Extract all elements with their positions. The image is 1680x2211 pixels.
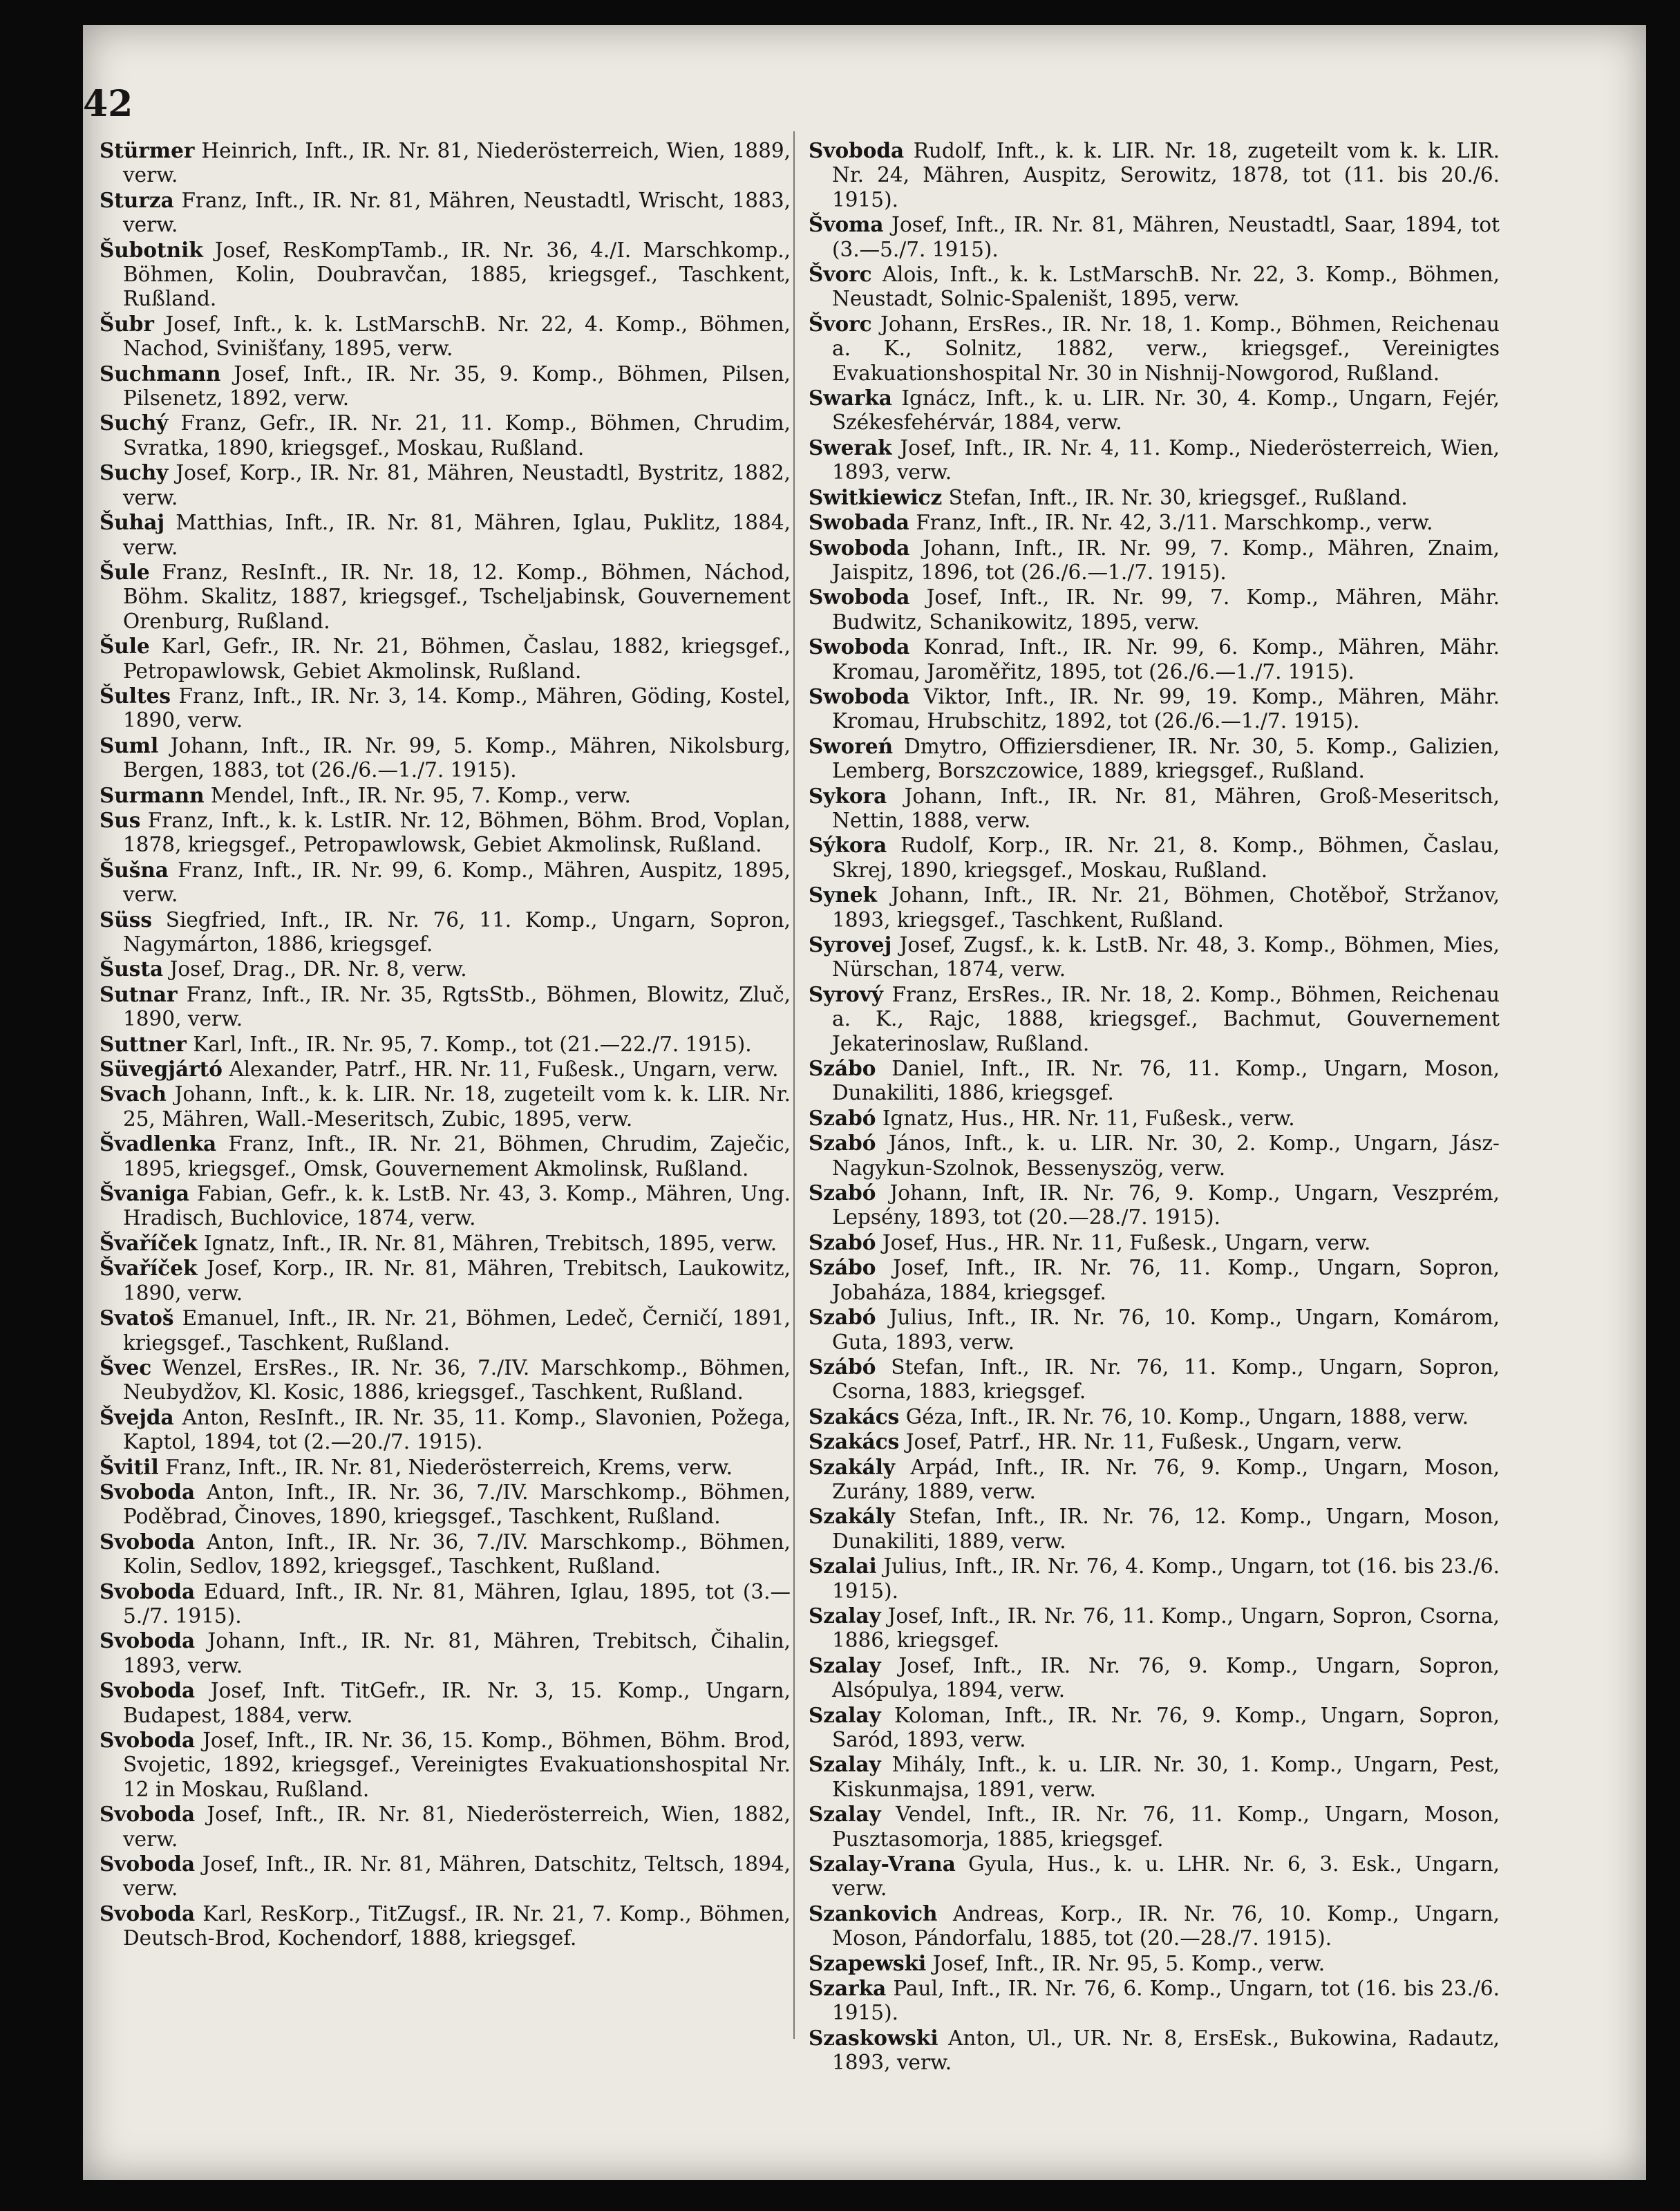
register-entry (100, 138, 791, 188)
register-entry (100, 1628, 791, 1678)
entry-surname: Švadlenka (100, 1131, 217, 1156)
register-entry (100, 808, 791, 858)
register-entry (100, 1802, 791, 1852)
entry-surname: Suchy (100, 460, 169, 485)
entry-surname: Suttner (100, 1031, 187, 1056)
entry-details: Fabian, Gefr., k. k. LstB. Nr. 43, 3. Komp., Mähren, Ung. Hradisch, Buchlovice, 1874, verw. (123, 1182, 791, 1230)
entry-surname: Szalay (809, 1653, 881, 1677)
entry-surname: Šule (100, 559, 150, 584)
entry-details: Franz, Inft., IR. Nr. 99, 6. Komp., Mähren, Auspitz, 1895, verw. (123, 858, 791, 907)
entry-details: Mendel, Inft., IR. Nr. 95, 7. Komp., verw. (210, 783, 631, 807)
entry-surname: Swarka (809, 386, 892, 411)
register-entry (809, 1504, 1500, 1554)
entry-surname: Szakály (809, 1504, 896, 1529)
register-entry (100, 1181, 791, 1231)
entry-details: Dmytro, Offiziersdiener, IR. Nr. 30, 5. Komp., Galizien, Lemberg, Borszczowice, 1889, kriegsgef., Rußland. (832, 734, 1500, 783)
register-entry (100, 1405, 791, 1455)
register-entry (809, 1554, 1500, 1603)
entry-surname: Švorc (809, 311, 872, 336)
entry-surname: Switkiewicz (809, 484, 943, 509)
register-entry (100, 1306, 791, 1355)
register-entry (809, 1653, 1500, 1703)
register-entry (100, 684, 791, 733)
register-entry (100, 411, 791, 460)
entry-details: Josef, Inft., IR. Nr. 76, 11. Komp., Ungarn, Sopron, Jobaháza, 1884, kriegsgef. (832, 1256, 1500, 1304)
entry-surname: Szalay (809, 1603, 881, 1628)
register-entry (100, 858, 791, 907)
register-entry (100, 1728, 791, 1802)
entry-details: Josef, Inft. TitGefr., IR. Nr. 3, 15. Komp., Ungarn, Budapest, 1884, verw. (123, 1679, 791, 1727)
entry-surname: Šubr (100, 311, 154, 336)
entry-details: Josef, Patrf., HR. Nr. 11, Fußesk., Ungarn, verw. (905, 1430, 1403, 1454)
entry-surname: Svoboda (100, 1728, 196, 1752)
entry-surname: Szalay-Vrana (809, 1852, 956, 1876)
entry-surname: Švec (100, 1355, 152, 1380)
register-entry (809, 1976, 1500, 2026)
entry-details: Franz, Gefr., IR. Nr. 21, 11. Komp., Böhmen, Chrudim, Svratka, 1890, kriegsgef., Moskau, Rußland. (123, 411, 791, 460)
entry-details: Julius, Inft., IR. Nr. 76, 10. Komp., Ungarn, Komárom, Guta, 1893, verw. (832, 1306, 1500, 1354)
entry-surname: Svoboda (100, 1479, 196, 1504)
entry-details: Siegfried, Inft., IR. Nr. 76, 11. Komp., Ungarn, Sopron, Nagymárton, 1886, kriegsgef. (123, 907, 791, 956)
entry-details: Josef, Inft., IR. Nr. 95, 5. Komp., verw. (932, 1951, 1325, 1975)
entry-details: Anton, Ul., UR. Nr. 8, ErsEsk., Bukowina, Radautz, 1893, verw. (832, 2026, 1500, 2075)
entry-surname: Šultes (100, 683, 171, 708)
entry-surname: Szalai (809, 1554, 877, 1579)
register-entry (809, 1429, 1500, 1454)
entry-surname: Szalay (809, 1752, 881, 1777)
register-entry (100, 1901, 791, 1951)
register-entry (100, 1057, 791, 1082)
register-entry (809, 1056, 1500, 1106)
entry-details: Josef, Inft., IR. Nr. 81, Mähren, Neustadtl, Saar, 1894, tot (3.—5./7. 1915). (832, 213, 1500, 261)
register-entry (809, 784, 1500, 834)
entry-details: Franz, ResInft., IR. Nr. 18, 12. Komp., Böhmen, Náchod, Böhm. Skalitz, 1887, kriegsgef., Tscheljabinsk, Gouvernement Orenburg, Rußland. (123, 560, 791, 633)
entry-details: Johann, Inft., IR. Nr. 99, 5. Komp., Mähren, Nikolsburg, Bergen, 1883, tot (26./6.—1./7. 1915). (123, 733, 791, 782)
entry-details: Franz, ErsRes., IR. Nr. 18, 2. Komp., Böhmen, Reichenau a. K., Rajc, 1888, kriegsgef., Bachmut, Gouvernement Jekaterinoslaw, Rußland. (832, 982, 1500, 1055)
entry-surname: Szakács (809, 1404, 900, 1429)
entry-details: Josef, Inft., IR. Nr. 76, 9. Komp., Ungarn, Sopron, Alsópulya, 1894, verw. (832, 1653, 1500, 1702)
register-entry (809, 1852, 1500, 1901)
register-entry (809, 1901, 1500, 1951)
register-entry (809, 262, 1500, 312)
entry-surname: Svatoš (100, 1306, 174, 1330)
column-divider (793, 131, 795, 2039)
entry-details: Vendel, Inft., IR. Nr. 76, 11. Komp., Ungarn, Moson, Pusztasomorja, 1885, kriegsgef. (832, 1803, 1500, 1851)
register-entry (100, 312, 791, 361)
entry-surname: Szakály (809, 1454, 896, 1479)
entry-surname: Svoboda (100, 1678, 196, 1703)
entry-surname: Szakács (809, 1429, 900, 1454)
entry-surname: Sýkora (809, 833, 887, 858)
entry-details: Franz, Inft., IR. Nr. 81, Mähren, Neustadtl, Wrischt, 1883, verw. (123, 188, 791, 237)
entry-details: Franz, Inft., IR. Nr. 42, 3./11. Marschkomp., verw. (916, 511, 1433, 535)
entry-surname: Švoma (809, 212, 884, 237)
entry-details: Johann, Inft., IR. Nr. 21, Böhmen, Chotěboř, Stržanov, 1893, kriegsgef., Taschkent, Rußland. (832, 883, 1500, 932)
entry-details: Karl, Inft., IR. Nr. 95, 7. Komp., tot (21.—22./7. 1915). (193, 1032, 752, 1056)
register-entry (809, 312, 1500, 386)
entry-details: Alois, Inft., k. k. LstMarschB. Nr. 22, 3. Komp., Böhmen, Neustadt, Solnic-Spaleništ, 1895, verw. (832, 263, 1500, 311)
entry-details: Koloman, Inft., IR. Nr. 76, 9. Komp., Ungarn, Sopron, Saród, 1893, verw. (832, 1703, 1500, 1751)
register-entry (809, 1603, 1500, 1653)
entry-details: Alexander, Patrf., HR. Nr. 11, Fußesk., Ungarn, verw. (229, 1057, 779, 1082)
entry-surname: Šusta (100, 957, 164, 981)
register-entry (100, 1082, 791, 1131)
register-entry (809, 485, 1500, 510)
register-entry (809, 585, 1500, 634)
entry-details: Eduard, Inft., IR. Nr. 81, Mähren, Iglau, 1895, tot (3.—5./7. 1915). (123, 1579, 791, 1628)
register-entry (100, 1032, 791, 1057)
entry-surname: Suchý (100, 411, 169, 435)
register-entry (809, 386, 1500, 435)
entry-details: Anton, Inft., IR. Nr. 36, 7./IV. Marschkomp., Böhmen, Poděbrad, Činoves, 1890, kriegsgef., Taschkent, Rußland. (123, 1480, 791, 1529)
register-entry (100, 1256, 791, 1306)
entry-surname: Szankovich (809, 1901, 938, 1926)
entry-details: Josef, Inft., IR. Nr. 36, 15. Komp., Böhmen, Böhm. Brod, Svojetic, 1892, kriegsgef., Vereinigtes Evakuationshospital Nr. 12 in Moskau, Rußland. (123, 1729, 791, 1801)
entry-surname: Svoboda (100, 1529, 196, 1554)
entry-details: Josef, Inft., IR. Nr. 76, 11. Komp., Ungarn, Sopron, Csorna, 1886, kriegsgef. (832, 1603, 1500, 1653)
entry-details: Franz, Inft., IR. Nr. 81, Niederösterreich, Krems, verw. (165, 1455, 733, 1479)
entry-details: Julius, Inft., IR. Nr. 76, 4. Komp., Ungarn, tot (16. bis 23./6. 1915). (832, 1554, 1500, 1603)
register-entry (100, 1852, 791, 1901)
register-entry (809, 1404, 1500, 1429)
entry-surname: Sturza (100, 187, 174, 212)
entry-surname: Süvegjártó (100, 1057, 223, 1082)
entry-surname: Sykora (809, 783, 887, 808)
entry-details: Mihály, Inft., k. u. LIR. Nr. 30, 1. Komp., Ungarn, Pest, Kiskunmajsa, 1891, verw. (832, 1753, 1500, 1801)
register-entry (809, 1455, 1500, 1505)
register-entry (809, 212, 1500, 262)
register-entry (809, 932, 1500, 982)
entry-details: Rudolf, Inft., k. k. LIR. Nr. 18, zugeteilt vom k. k. LIR. Nr. 24, Mähren, Auspitz, Serowitz, 1878, tot (11. bis 20./6. 1915). (832, 139, 1500, 211)
entry-surname: Svoboda (100, 1852, 196, 1876)
entry-details: Johann, Inft., IR. Nr. 81, Mähren, Groß-Meseritsch, Nettin, 1888, verw. (832, 784, 1500, 832)
entry-details: Ignatz, Hus., HR. Nr. 11, Fußesk., verw. (882, 1106, 1295, 1130)
register-entry (100, 783, 791, 808)
entry-surname: Sutnar (100, 981, 178, 1006)
entry-surname: Süss (100, 907, 152, 932)
register-entry (809, 1951, 1500, 1976)
entry-details: Stefan, Inft., IR. Nr. 76, 11. Komp., Ungarn, Sopron, Csorna, 1883, kriegsgef. (832, 1355, 1500, 1404)
entry-surname: Švaniga (100, 1181, 189, 1206)
register-entry (100, 510, 791, 560)
entry-surname: Syrový (809, 981, 883, 1006)
register-entry (809, 1355, 1500, 1404)
entry-details: Johann, Inft, IR. Nr. 76, 9. Komp., Ungarn, Veszprém, Lepsény, 1893, tot (20.—28./7. 1915). (832, 1181, 1500, 1230)
entry-surname: Svoboda (100, 1802, 196, 1827)
entry-surname: Swobada (809, 510, 909, 535)
entry-details: Franz, Inft., IR. Nr. 21, Böhmen, Chrudim, Zaječic, 1895, kriegsgef., Omsk, Gouvernement Akmolinsk, Rußland. (123, 1132, 791, 1180)
entry-surname: Szabó (809, 1305, 876, 1330)
entry-surname: Szabó (809, 1230, 876, 1254)
register-entry (100, 982, 791, 1032)
register-entry (809, 1703, 1500, 1753)
entry-surname: Suchmann (100, 361, 221, 386)
register-entry (100, 1455, 791, 1480)
entry-surname: Swoboda (809, 684, 910, 708)
entry-details: Konrad, Inft., IR. Nr. 99, 6. Komp., Mähren, Mähr. Kromau, Jaroměřitz, 1895, tot (26./6.—1./7. 1915). (832, 635, 1500, 684)
entry-surname: Svoboda (100, 1579, 196, 1603)
entry-details: Johann, Inft., k. k. LIR. Nr. 18, zugeteilt vom k. k. LIR. Nr. 25, Mähren, Wall.-Meseritsch, Zubic, 1895, verw. (123, 1082, 791, 1131)
entry-details: Josef, Hus., HR. Nr. 11, Fußesk., Ungarn, verw. (882, 1230, 1371, 1254)
entry-surname: Szaskowski (809, 2025, 938, 2050)
register-entry (809, 982, 1500, 1056)
entry-surname: Svach (100, 1082, 167, 1107)
entry-surname: Svoboda (809, 138, 905, 162)
entry-details: Karl, Gefr., IR. Nr. 21, Böhmen, Časlau, 1882, kriegsgef., Petropawlowsk, Gebiet Akmolinsk, Rußland. (123, 634, 791, 683)
entry-surname: Šuhaj (100, 510, 164, 535)
entry-details: Josef, Korp., IR. Nr. 81, Mähren, Neustadtl, Bystritz, 1882, verw. (123, 461, 791, 509)
right-column (809, 138, 1500, 2076)
register-entry (100, 957, 791, 981)
register-entry (100, 634, 791, 684)
register-entry (100, 1231, 791, 1256)
register-entry (809, 1230, 1500, 1255)
entry-surname: Szabó (809, 1105, 876, 1130)
entry-details: Stefan, Inft., IR. Nr. 76, 12. Komp., Ungarn, Moson, Dunakiliti, 1889, verw. (832, 1505, 1500, 1553)
entry-surname: Surmann (100, 782, 205, 807)
page-number: 42 (83, 83, 133, 125)
entry-surname: Szabó (809, 1180, 876, 1205)
entry-surname: Swerak (809, 435, 892, 460)
entry-details: Franz, Inft., IR. Nr. 35, RgtsStb., Böhmen, Blowitz, Zluč, 1890, verw. (123, 982, 791, 1031)
register-entry (809, 2026, 1500, 2076)
entry-surname: Šule (100, 634, 150, 659)
register-entry (100, 188, 791, 238)
entry-details: Josef, Inft., IR. Nr. 81, Niederösterreich, Wien, 1882, verw. (123, 1803, 791, 1851)
entry-details: Johann, ErsRes., IR. Nr. 18, 1. Komp., Böhmen, Reichenau a. K., Solnitz, 1882, verw., kriegsgef., Vereinigtes Evakuationshospital Nr. 30 in Nishnij-Nowgorod, Rußland. (832, 312, 1500, 385)
register-entry (809, 1305, 1500, 1355)
entry-surname: Szábo (809, 1056, 876, 1081)
entry-details: Josef, Inft., IR. Nr. 99, 7. Komp., Mähren, Mähr. Budwitz, Schanikowitz, 1895, verw. (832, 585, 1500, 634)
entry-surname: Sworeń (809, 733, 894, 758)
entry-details: Franz, Inft., k. k. LstIR. Nr. 12, Böhmen, Böhm. Brod, Voplan, 1878, kriegsgef., Petropawlowsk, Gebiet Akmolinsk, Rußland. (123, 808, 791, 857)
register-entry (809, 883, 1500, 932)
register-entry (100, 1131, 791, 1181)
entry-details: Josef, Inft., IR. Nr. 4, 11. Komp., Niederösterreich, Wien, 1893, verw. (832, 435, 1500, 484)
entry-surname: Šubotnik (100, 237, 203, 262)
entry-surname: Sus (100, 807, 141, 832)
entry-surname: Szabó (809, 1131, 876, 1156)
entry-details: Paul, Inft., IR. Nr. 76, 6. Komp., Ungarn, tot (16. bis 23./6. 1915). (832, 1977, 1500, 2025)
entry-surname: Svoboda (100, 1628, 196, 1653)
entry-details: Viktor, Inft., IR. Nr. 99, 19. Komp., Mähren, Mähr. Kromau, Hrubschitz, 1892, tot (26./6.—1./7. 1915). (832, 684, 1500, 733)
entry-surname: Swoboda (809, 585, 910, 610)
register-entry (100, 733, 791, 783)
entry-details: Rudolf, Korp., IR. Nr. 21, 8. Komp., Böhmen, Časlau, Skrej, 1890, kriegsgef., Moskau, Rußland. (832, 834, 1500, 882)
entry-details: Anton, Inft., IR. Nr. 36, 7./IV. Marschkomp., Böhmen, Kolin, Sedlov, 1892, kriegsgef., Taschkent, Rußland. (123, 1530, 791, 1579)
entry-details: János, Inft., k. u. LIR. Nr. 30, 2. Komp., Ungarn, Jász-Nagykun-Szolnok, Bessenyszög, verw. (832, 1131, 1500, 1180)
entry-details: Karl, ResKorp., TitZugsf., IR. Nr. 21, 7. Komp., Böhmen, Deutsch-Brod, Kochendorf, 1888, kriegsgef. (123, 1901, 791, 1950)
entry-details: Josef, Inft., IR. Nr. 81, Mähren, Datschitz, Teltsch, 1894, verw. (123, 1852, 791, 1901)
entry-details: Gyula, Hus., k. u. LHR. Nr. 6, 3. Esk., Ungarn, verw. (832, 1852, 1500, 1901)
entry-details: Franz, Inft., IR. Nr. 3, 14. Komp., Mähren, Göding, Kostel, 1890, verw. (123, 684, 791, 733)
entry-surname: Šušna (100, 857, 169, 882)
register-entry (809, 138, 1500, 212)
register-entry (809, 435, 1500, 485)
entry-surname: Švaříček (100, 1230, 198, 1255)
entry-surname: Szábo (809, 1255, 876, 1280)
register-entry (809, 1255, 1500, 1305)
register-entry (809, 684, 1500, 734)
register-entry (100, 1480, 791, 1530)
entry-details: Emanuel, Inft., IR. Nr. 21, Böhmen, Ledeč, Černičí, 1891, kriegsgef., Taschkent, Rußland. (123, 1306, 791, 1355)
entry-surname: Synek (809, 883, 878, 907)
entry-surname: Szarka (809, 1976, 887, 2001)
register-entry (809, 1802, 1500, 1852)
entry-surname: Szalay (809, 1802, 881, 1827)
entry-details: Johann, Inft., IR. Nr. 99, 7. Komp., Mähren, Znaim, Jaispitz, 1896, tot (26./6.—1./7. 1915). (832, 536, 1500, 584)
entry-details: Anton, ResInft., IR. Nr. 35, 11. Komp., Slavonien, Požega, Kaptol, 1894, tot (2.—20./7. 1915). (123, 1405, 791, 1454)
entry-details: Josef, Zugsf., k. k. LstB. Nr. 48, 3. Komp., Böhmen, Mies, Nürschan, 1874, verw. (832, 933, 1500, 981)
entry-details: Arpád, Inft., IR. Nr. 76, 9. Komp., Ungarn, Moson, Zurány, 1889, verw. (832, 1455, 1500, 1503)
entry-surname: Szalay (809, 1702, 881, 1727)
register-entry (100, 1355, 791, 1405)
entry-details: Ignatz, Inft., IR. Nr. 81, Mähren, Trebitsch, 1895, verw. (203, 1231, 777, 1255)
register-entry (809, 833, 1500, 883)
entry-details: Heinrich, Inft., IR. Nr. 81, Niederösterreich, Wien, 1889, verw. (123, 139, 791, 187)
register-entry (100, 907, 791, 957)
register-entry (100, 560, 791, 634)
register-entry (809, 634, 1500, 684)
entry-details: Josef, Inft., IR. Nr. 35, 9. Komp., Böhmen, Pilsen, Pilsenetz, 1892, verw. (123, 361, 791, 411)
entry-surname: Švitil (100, 1454, 159, 1479)
entry-surname: Švaříček (100, 1256, 198, 1281)
entry-surname: Suml (100, 733, 159, 758)
entry-surname: Syrovej (809, 932, 892, 957)
register-entry (809, 1106, 1500, 1131)
entry-surname: Švejda (100, 1404, 174, 1429)
entry-details: Daniel, Inft., IR. Nr. 76, 11. Komp., Ungarn, Moson, Dunakiliti, 1886, kriegsgef. (832, 1057, 1500, 1105)
entry-details: Johann, Inft., IR. Nr. 81, Mähren, Trebitsch, Čihalin, 1893, verw. (123, 1629, 791, 1677)
left-column (100, 138, 791, 1951)
entry-surname: Svoboda (100, 1901, 196, 1926)
register-entry (809, 536, 1500, 585)
register-entry (100, 361, 791, 411)
entry-surname: Stürmer (100, 138, 195, 162)
entry-surname: Szapewski (809, 1950, 927, 1975)
entry-details: Géza, Inft., IR. Nr. 76, 10. Komp., Ungarn, 1888, verw. (905, 1404, 1469, 1429)
register-entry (809, 1752, 1500, 1802)
register-entry (809, 1131, 1500, 1180)
entry-surname: Swoboda (809, 535, 910, 560)
entry-details: Matthias, Inft., IR. Nr. 81, Mähren, Iglau, Puklitz, 1884, verw. (123, 511, 791, 559)
entry-surname: Swoboda (809, 634, 910, 659)
register-entry (809, 1180, 1500, 1230)
entry-details: Stefan, Inft., IR. Nr. 30, kriegsgef., Rußland. (948, 485, 1408, 509)
entry-details: Josef, Drag., DR. Nr. 8, verw. (169, 957, 467, 981)
register-entry (100, 1579, 791, 1629)
register-entry (100, 460, 791, 510)
register-entry (809, 510, 1500, 535)
entry-details: Josef, ResKompTamb., IR. Nr. 36, 4./I. Marschkomp., Böhmen, Kolin, Doubravčan, 1885, kriegsgef., Taschkent, Rußland. (123, 238, 791, 311)
entry-details: Josef, Korp., IR. Nr. 81, Mähren, Trebitsch, Laukowitz, 1890, verw. (123, 1257, 791, 1305)
entry-details: Josef, Inft., k. k. LstMarschB. Nr. 22, 4. Komp., Böhmen, Nachod, Svinišťany, 1895, verw. (123, 312, 791, 361)
entry-details: Wenzel, ErsRes., IR. Nr. 36, 7./IV. Marschkomp., Böhmen, Neubydžov, Kl. Kosic, 1886, kriegsgef., Taschkent, Rußland. (123, 1355, 791, 1404)
entry-surname: Švorc (809, 262, 872, 287)
register-entry (100, 1678, 791, 1728)
entry-surname: Szábó (809, 1354, 876, 1379)
entry-details: Andreas, Korp., IR. Nr. 76, 10. Komp., Ungarn, Moson, Pándorfalu, 1885, tot (20.—28./7. 1915). (832, 1901, 1500, 1950)
register-entry (809, 734, 1500, 784)
register-entry (100, 238, 791, 312)
entry-details: Ignácz, Inft., k. u. LIR. Nr. 30, 4. Komp., Ungarn, Fejér, Székesfehérvár, 1884, verw. (832, 386, 1500, 435)
register-entry (100, 1530, 791, 1579)
